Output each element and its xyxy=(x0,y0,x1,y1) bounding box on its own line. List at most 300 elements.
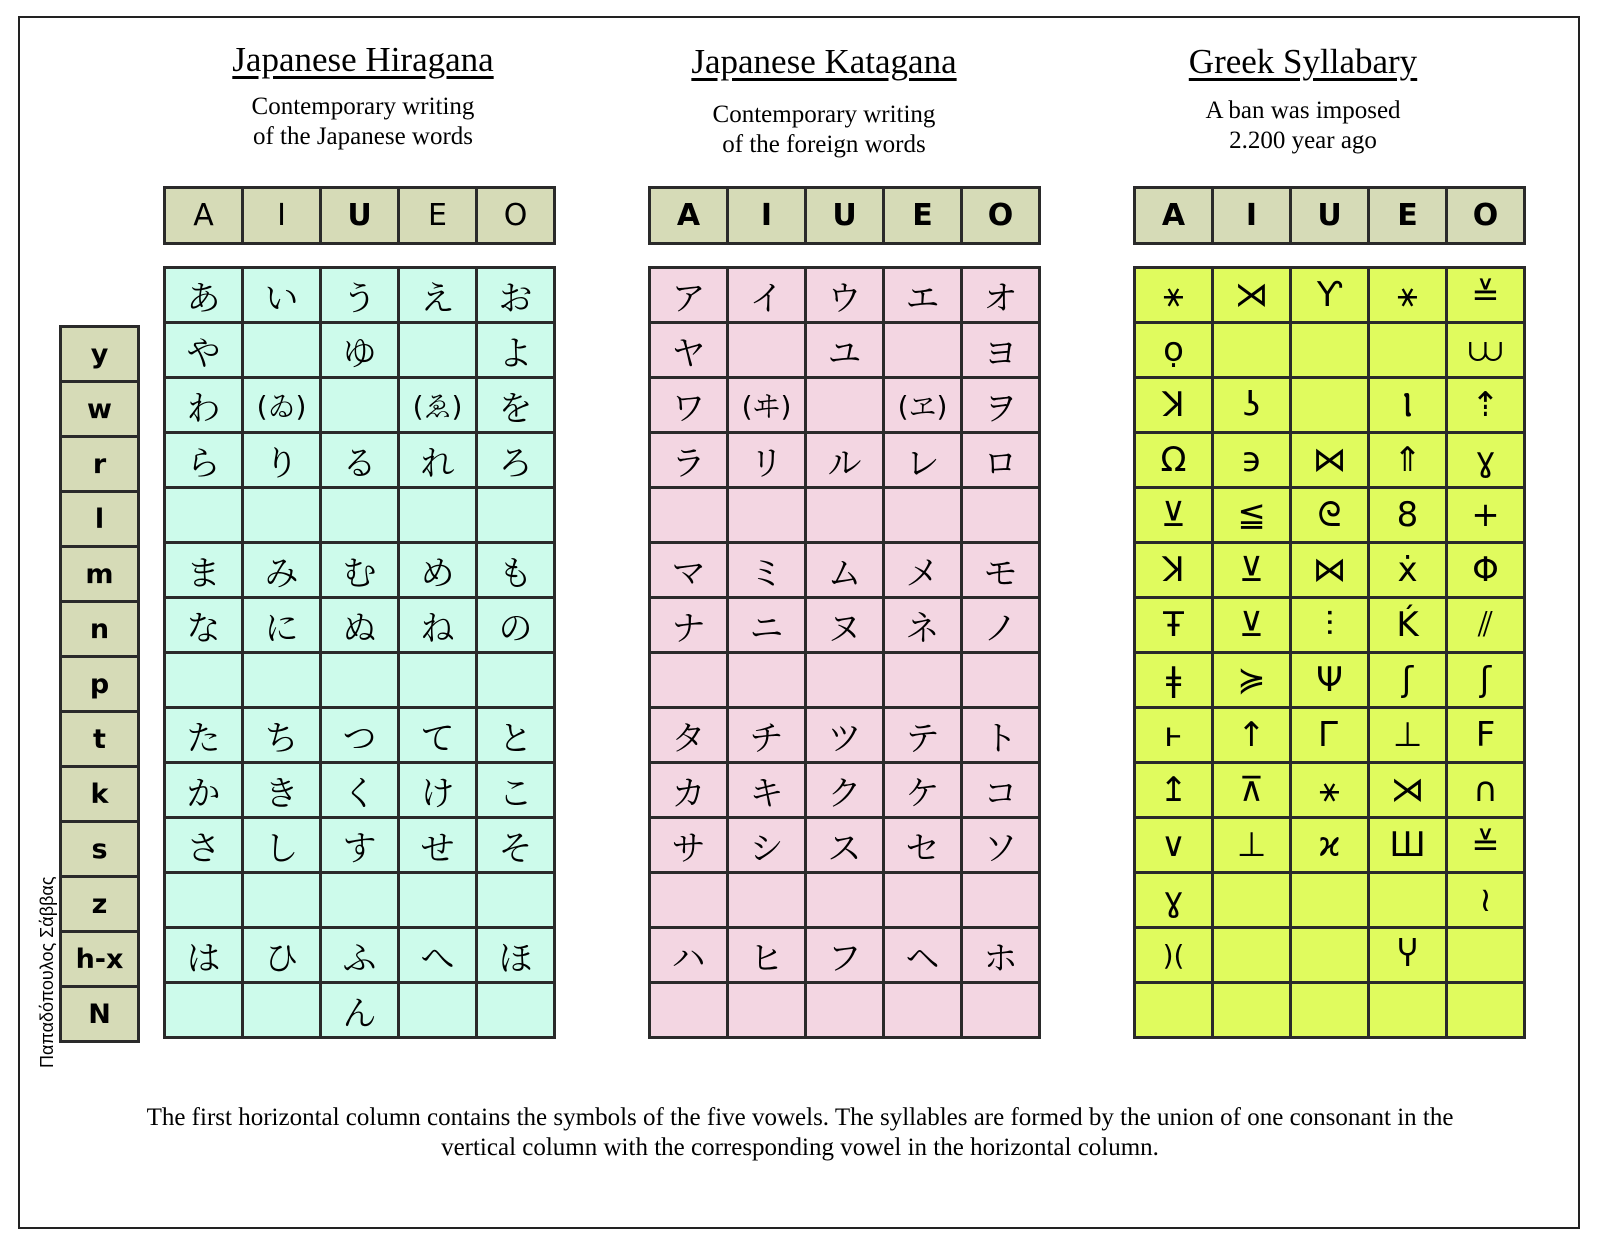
katakana-cell xyxy=(728,323,806,378)
katakana-cell xyxy=(728,488,806,543)
greek-symbol-cell: ǂ xyxy=(1135,653,1213,708)
greek-subtitle-line-2: 2.200 year ago xyxy=(1229,127,1377,154)
hiragana-cell xyxy=(321,653,399,708)
greek-symbol-cell: ∨ xyxy=(1135,818,1213,873)
greek-symbol-cell: ⫽ xyxy=(1447,598,1525,653)
greek-symbol-cell: ⊻ xyxy=(1135,488,1213,543)
katakana-cell: キ xyxy=(728,763,806,818)
hiragana-cell: と xyxy=(477,708,555,763)
syllable-row xyxy=(1135,873,1525,928)
syllable-row xyxy=(1135,818,1525,873)
greek-symbol-cell xyxy=(1369,983,1447,1038)
vowel-cell: A xyxy=(650,188,728,244)
hiragana-cell: て xyxy=(399,708,477,763)
greek-symbol-cell: ϰ xyxy=(1291,818,1369,873)
katakana-cell xyxy=(650,653,728,708)
katakana-cell: ケ xyxy=(884,763,962,818)
consonant-cell: s xyxy=(61,822,139,877)
consonant-cell: z xyxy=(61,877,139,932)
greek-symbol-cell: ↑ xyxy=(1213,708,1291,763)
consonant-row xyxy=(61,492,139,547)
consonant-row xyxy=(61,822,139,877)
consonant-row xyxy=(61,767,139,822)
hiragana-subtitle-line-1: Contemporary writing xyxy=(251,93,475,120)
hiragana-cell: を xyxy=(477,378,555,433)
hiragana-cell: の xyxy=(477,598,555,653)
katakana-cell: マ xyxy=(650,543,728,598)
consonant-row xyxy=(61,932,139,987)
syllable-row xyxy=(165,653,555,708)
hiragana-cell: ひ xyxy=(243,928,321,983)
greek-symbol-cell: ʃ xyxy=(1369,653,1447,708)
katakana-cell: ト xyxy=(962,708,1040,763)
katakana-cell: イ xyxy=(728,268,806,323)
consonant-cell: m xyxy=(61,547,139,602)
katakana-cell: ミ xyxy=(728,543,806,598)
greek-symbol-cell: Ω xyxy=(1135,433,1213,488)
greek-symbol-cell: Φ xyxy=(1447,543,1525,598)
hiragana-cell xyxy=(165,488,243,543)
consonant-row xyxy=(61,712,139,767)
consonant-cell: p xyxy=(61,657,139,712)
katakana-cell: リ xyxy=(728,433,806,488)
hiragana-cell: わ xyxy=(165,378,243,433)
katakana-grid xyxy=(648,266,1041,1039)
hiragana-cell xyxy=(477,653,555,708)
hiragana-cell: ふ xyxy=(321,928,399,983)
katakana-vowel-row xyxy=(648,186,1041,245)
hiragana-cell: く xyxy=(321,763,399,818)
greek-vowel-row xyxy=(1133,186,1526,245)
katakana-cell: ラ xyxy=(650,433,728,488)
hiragana-cell: お xyxy=(477,268,555,323)
hiragana-cell: ま xyxy=(165,543,243,598)
katakana-cell: ヤ xyxy=(650,323,728,378)
hiragana-cell: め xyxy=(399,543,477,598)
katakana-cell: (ヱ) xyxy=(884,378,962,433)
katakana-cell: ク xyxy=(806,763,884,818)
katakana-cell xyxy=(884,488,962,543)
greek-symbol-cell xyxy=(1135,983,1213,1038)
katakana-cell: ワ xyxy=(650,378,728,433)
syllable-row xyxy=(1135,598,1525,653)
syllable-row xyxy=(650,488,1040,543)
hiragana-cell: う xyxy=(321,268,399,323)
syllable-row xyxy=(650,598,1040,653)
syllable-row xyxy=(650,708,1040,763)
katakana-subtitle xyxy=(614,100,1034,160)
greek-symbol-cell xyxy=(1291,983,1369,1038)
hiragana-cell: ら xyxy=(165,433,243,488)
consonant-cell: w xyxy=(61,382,139,437)
vowel-cell: O xyxy=(477,188,555,244)
greek-symbol-cell: ⋈ xyxy=(1291,543,1369,598)
hiragana-cell: つ xyxy=(321,708,399,763)
hiragana-cell: (ゑ) xyxy=(399,378,477,433)
syllable-row xyxy=(1135,763,1525,818)
syllable-row xyxy=(1135,708,1525,763)
katakana-cell xyxy=(806,488,884,543)
katakana-cell: レ xyxy=(884,433,962,488)
hiragana-cell: ん xyxy=(321,983,399,1038)
greek-symbol-cell: ọ xyxy=(1135,323,1213,378)
syllable-row xyxy=(650,543,1040,598)
consonant-cell: k xyxy=(61,767,139,822)
consonant-row xyxy=(61,987,139,1042)
greek-symbol-cell xyxy=(1291,378,1369,433)
syllable-row xyxy=(165,543,555,598)
hiragana-cell: き xyxy=(243,763,321,818)
hiragana-cell xyxy=(165,653,243,708)
katakana-cell: ネ xyxy=(884,598,962,653)
katakana-cell xyxy=(650,488,728,543)
syllable-row xyxy=(1135,653,1525,708)
katakana-subtitle-line-1: Contemporary writing xyxy=(712,101,936,128)
katakana-cell: ツ xyxy=(806,708,884,763)
vowel-cell: E xyxy=(1369,188,1447,244)
greek-symbol-cell: ᘓ xyxy=(1291,488,1369,543)
katakana-cell xyxy=(962,653,1040,708)
greek-symbol-cell xyxy=(1447,983,1525,1038)
greek-symbol-cell: ⊥ xyxy=(1369,708,1447,763)
hiragana-grid xyxy=(163,266,556,1039)
greek-symbol-cell: ⫶ xyxy=(1291,598,1369,653)
hiragana-cell: あ xyxy=(165,268,243,323)
consonant-row xyxy=(61,327,139,382)
hiragana-cell: よ xyxy=(477,323,555,378)
hiragana-cell: え xyxy=(399,268,477,323)
hiragana-cell: み xyxy=(243,543,321,598)
katakana-subtitle-line-2: of the foreign words xyxy=(722,131,926,158)
katakana-cell: ニ xyxy=(728,598,806,653)
katakana-cell: コ xyxy=(962,763,1040,818)
greek-symbol-cell xyxy=(1213,873,1291,928)
katakana-title: Japanese Katagana xyxy=(691,42,957,81)
katakana-cell xyxy=(650,873,728,928)
syllable-row xyxy=(1135,983,1525,1038)
greek-symbol-cell xyxy=(1447,928,1525,983)
greek-symbol-cell: Ш xyxy=(1369,818,1447,873)
katakana-cell xyxy=(650,983,728,1038)
katakana-cell: セ xyxy=(884,818,962,873)
katakana-cell: ヒ xyxy=(728,928,806,983)
katakana-cell: ホ xyxy=(962,928,1040,983)
consonant-row xyxy=(61,877,139,932)
katakana-cell xyxy=(962,983,1040,1038)
hiragana-cell xyxy=(477,983,555,1038)
katakana-cell xyxy=(806,983,884,1038)
katakana-cell: タ xyxy=(650,708,728,763)
greek-symbol-cell: ꓘ xyxy=(1135,543,1213,598)
greek-syllabary-grid xyxy=(1133,266,1526,1039)
hiragana-cell: へ xyxy=(399,928,477,983)
hiragana-cell xyxy=(165,873,243,928)
caption-line-1: The first horizontal column contains the symbols of the five vowels. The syllables are formed by the union of one consonant in the xyxy=(146,1104,1454,1131)
greek-symbol-cell: ꓘ xyxy=(1135,378,1213,433)
hiragana-cell xyxy=(399,653,477,708)
katakana-heading xyxy=(614,42,1034,160)
syllable-row xyxy=(1135,928,1525,983)
hiragana-cell: さ xyxy=(165,818,243,873)
katakana-cell xyxy=(806,873,884,928)
syllable-row xyxy=(165,268,555,323)
hiragana-cell xyxy=(243,983,321,1038)
greek-symbol-cell: ⚹ xyxy=(1291,763,1369,818)
katakana-cell: シ xyxy=(728,818,806,873)
katakana-cell: ア xyxy=(650,268,728,323)
greek-symbol-cell: ⊻ xyxy=(1213,598,1291,653)
greek-symbol-cell: + xyxy=(1447,488,1525,543)
katakana-cell: ナ xyxy=(650,598,728,653)
katakana-cell: ス xyxy=(806,818,884,873)
syllable-row xyxy=(650,268,1040,323)
hiragana-title: Japanese Hiragana xyxy=(232,40,494,79)
katakana-cell xyxy=(728,653,806,708)
greek-symbol-cell xyxy=(1369,323,1447,378)
vowel-cell: A xyxy=(1135,188,1213,244)
hiragana-cell xyxy=(243,873,321,928)
greek-symbol-cell: ⋈ xyxy=(1291,433,1369,488)
greek-symbol-cell xyxy=(1291,928,1369,983)
vowel-cell: I xyxy=(243,188,321,244)
katakana-cell: ル xyxy=(806,433,884,488)
greek-symbol-cell xyxy=(1369,873,1447,928)
katakana-cell: サ xyxy=(650,818,728,873)
syllable-row xyxy=(165,873,555,928)
katakana-cell: ヌ xyxy=(806,598,884,653)
caption-line-2: vertical column with the corresponding vowel in the horizontal column. xyxy=(441,1134,1159,1161)
hiragana-cell: り xyxy=(243,433,321,488)
hiragana-cell: す xyxy=(321,818,399,873)
syllable-row xyxy=(1135,488,1525,543)
katakana-cell xyxy=(962,873,1040,928)
hiragana-cell: に xyxy=(243,598,321,653)
hiragana-cell xyxy=(399,323,477,378)
katakana-cell: モ xyxy=(962,543,1040,598)
katakana-cell: チ xyxy=(728,708,806,763)
syllable-row xyxy=(650,763,1040,818)
greek-symbol-cell: ɣ xyxy=(1447,433,1525,488)
vowel-cell: E xyxy=(399,188,477,244)
katakana-cell: テ xyxy=(884,708,962,763)
greek-symbol-cell: Ḱ xyxy=(1369,598,1447,653)
syllable-row xyxy=(1135,268,1525,323)
greek-symbol-cell: )( xyxy=(1135,928,1213,983)
syllable-row xyxy=(165,818,555,873)
greek-symbol-cell: ⊻ xyxy=(1213,543,1291,598)
hiragana-cell: (ゐ) xyxy=(243,378,321,433)
hiragana-cell xyxy=(243,653,321,708)
katakana-cell xyxy=(728,983,806,1038)
greek-symbol-cell xyxy=(1213,928,1291,983)
greek-symbol-cell: Ƴ xyxy=(1291,268,1369,323)
consonant-row xyxy=(61,602,139,657)
hiragana-cell xyxy=(477,873,555,928)
syllable-row xyxy=(650,983,1040,1038)
katakana-cell: ノ xyxy=(962,598,1040,653)
greek-symbol-cell: ≚ xyxy=(1447,268,1525,323)
syllable-row xyxy=(1135,543,1525,598)
katakana-cell: ヲ xyxy=(962,378,1040,433)
katakana-cell: ウ xyxy=(806,268,884,323)
hiragana-cell xyxy=(321,378,399,433)
katakana-cell xyxy=(884,323,962,378)
hiragana-cell: ぬ xyxy=(321,598,399,653)
hiragana-cell xyxy=(399,488,477,543)
greek-symbol-cell: ⊥ xyxy=(1213,818,1291,873)
greek-symbol-cell: Ꮁ xyxy=(1291,708,1369,763)
greek-symbol-cell: F xyxy=(1447,708,1525,763)
hiragana-cell xyxy=(399,873,477,928)
katakana-cell: ソ xyxy=(962,818,1040,873)
katakana-cell: ロ xyxy=(962,433,1040,488)
greek-symbol-cell: Ŧ xyxy=(1135,598,1213,653)
greek-symbol-cell: ∩ xyxy=(1447,763,1525,818)
hiragana-cell: そ xyxy=(477,818,555,873)
syllable-row xyxy=(165,378,555,433)
hiragana-cell: ね xyxy=(399,598,477,653)
greek-symbol-cell xyxy=(1213,983,1291,1038)
greek-symbol-cell: ⋊ xyxy=(1369,763,1447,818)
katakana-cell: カ xyxy=(650,763,728,818)
vowel-cell: E xyxy=(884,188,962,244)
greek-symbol-cell: ⊼ xyxy=(1213,763,1291,818)
vowel-cell: I xyxy=(728,188,806,244)
greek-symbol-cell: ⚹ xyxy=(1369,268,1447,323)
katakana-cell: ム xyxy=(806,543,884,598)
hiragana-cell: も xyxy=(477,543,555,598)
vowel-cell: U xyxy=(321,188,399,244)
katakana-cell: オ xyxy=(962,268,1040,323)
vowel-cell: I xyxy=(1213,188,1291,244)
hiragana-cell xyxy=(321,873,399,928)
katakana-cell xyxy=(806,653,884,708)
greek-symbol-cell: ⱶ xyxy=(1135,708,1213,763)
katakana-cell xyxy=(728,873,806,928)
caption xyxy=(40,1103,1560,1163)
greek-subtitle-line-1: A ban was imposed xyxy=(1205,97,1401,124)
katakana-cell xyxy=(884,983,962,1038)
katakana-cell: メ xyxy=(884,543,962,598)
greek-symbol-cell: ⚹ xyxy=(1135,268,1213,323)
greek-symbol-cell: Ψ xyxy=(1291,653,1369,708)
consonant-cell: N xyxy=(61,987,139,1042)
syllable-row xyxy=(1135,323,1525,378)
syllable-row xyxy=(1135,433,1525,488)
syllable-row xyxy=(165,433,555,488)
hiragana-subtitle-line-2: of the Japanese words xyxy=(252,123,474,150)
hiragana-cell xyxy=(243,488,321,543)
greek-symbol-cell: ≦ xyxy=(1213,488,1291,543)
vowel-cell: O xyxy=(962,188,1040,244)
hiragana-cell xyxy=(165,983,243,1038)
greek-symbol-cell: ⩊ xyxy=(1447,323,1525,378)
katakana-cell: ヘ xyxy=(884,928,962,983)
syllable-row xyxy=(650,433,1040,488)
katakana-cell xyxy=(884,873,962,928)
hiragana-cell: し xyxy=(243,818,321,873)
consonant-row xyxy=(61,657,139,712)
consonant-row xyxy=(61,437,139,492)
greek-symbol-cell: ʃ xyxy=(1447,653,1525,708)
consonant-cell: y xyxy=(61,327,139,382)
syllable-row xyxy=(650,873,1040,928)
greek-symbol-cell: ⇑ xyxy=(1369,433,1447,488)
katakana-cell xyxy=(806,378,884,433)
consonant-cell: t xyxy=(61,712,139,767)
consonant-cell: r xyxy=(61,437,139,492)
syllable-row xyxy=(165,928,555,983)
greek-symbol-cell: 8 xyxy=(1369,488,1447,543)
hiragana-cell xyxy=(321,488,399,543)
katakana-cell: エ xyxy=(884,268,962,323)
consonant-cell: l xyxy=(61,492,139,547)
greek-symbol-cell: ≀ xyxy=(1447,873,1525,928)
greek-symbol-cell: ≽ xyxy=(1213,653,1291,708)
vowel-cell: A xyxy=(165,188,243,244)
greek-symbol-cell xyxy=(1291,323,1369,378)
hiragana-cell: ほ xyxy=(477,928,555,983)
hiragana-cell: む xyxy=(321,543,399,598)
greek-title: Greek Syllabary xyxy=(1188,42,1418,81)
greek-symbol-cell: ↥ xyxy=(1135,763,1213,818)
katakana-cell: ヨ xyxy=(962,323,1040,378)
greek-symbol-cell xyxy=(1213,323,1291,378)
hiragana-cell xyxy=(399,983,477,1038)
greek-symbol-cell: Ⲓ xyxy=(1369,378,1447,433)
hiragana-cell: ち xyxy=(243,708,321,763)
vowel-cell: U xyxy=(806,188,884,244)
consonant-cell: h-x xyxy=(61,932,139,987)
vowel-cell: O xyxy=(1447,188,1525,244)
greek-symbol-cell: ʖ xyxy=(1213,378,1291,433)
katakana-cell xyxy=(962,488,1040,543)
syllable-row xyxy=(650,653,1040,708)
hiragana-cell xyxy=(243,323,321,378)
hiragana-vowel-row xyxy=(163,186,556,245)
author-signature: Παπαδόπουλος Σάββας xyxy=(37,876,57,1068)
hiragana-cell: は xyxy=(165,928,243,983)
hiragana-cell: せ xyxy=(399,818,477,873)
hiragana-cell: け xyxy=(399,763,477,818)
katakana-cell: (ヰ) xyxy=(728,378,806,433)
hiragana-cell xyxy=(477,488,555,543)
hiragana-cell: や xyxy=(165,323,243,378)
katakana-cell: フ xyxy=(806,928,884,983)
consonant-cell: n xyxy=(61,602,139,657)
syllable-row xyxy=(165,983,555,1038)
greek-symbol-cell: ⋊ xyxy=(1213,268,1291,323)
syllable-row xyxy=(165,708,555,763)
hiragana-cell: な xyxy=(165,598,243,653)
greek-symbol-cell: ≚ xyxy=(1447,818,1525,873)
hiragana-subtitle xyxy=(153,92,573,152)
syllable-row xyxy=(165,598,555,653)
vowel-cell: U xyxy=(1291,188,1369,244)
greek-heading xyxy=(1093,42,1513,156)
syllable-row xyxy=(165,488,555,543)
syllable-row xyxy=(1135,378,1525,433)
syllable-row xyxy=(165,763,555,818)
hiragana-cell: れ xyxy=(399,433,477,488)
greek-symbol-cell xyxy=(1291,873,1369,928)
katakana-cell: ユ xyxy=(806,323,884,378)
hiragana-cell: か xyxy=(165,763,243,818)
consonant-row xyxy=(61,547,139,602)
greek-symbol-cell: ϶ xyxy=(1213,433,1291,488)
greek-symbol-cell: ẋ xyxy=(1369,543,1447,598)
syllable-row xyxy=(165,323,555,378)
